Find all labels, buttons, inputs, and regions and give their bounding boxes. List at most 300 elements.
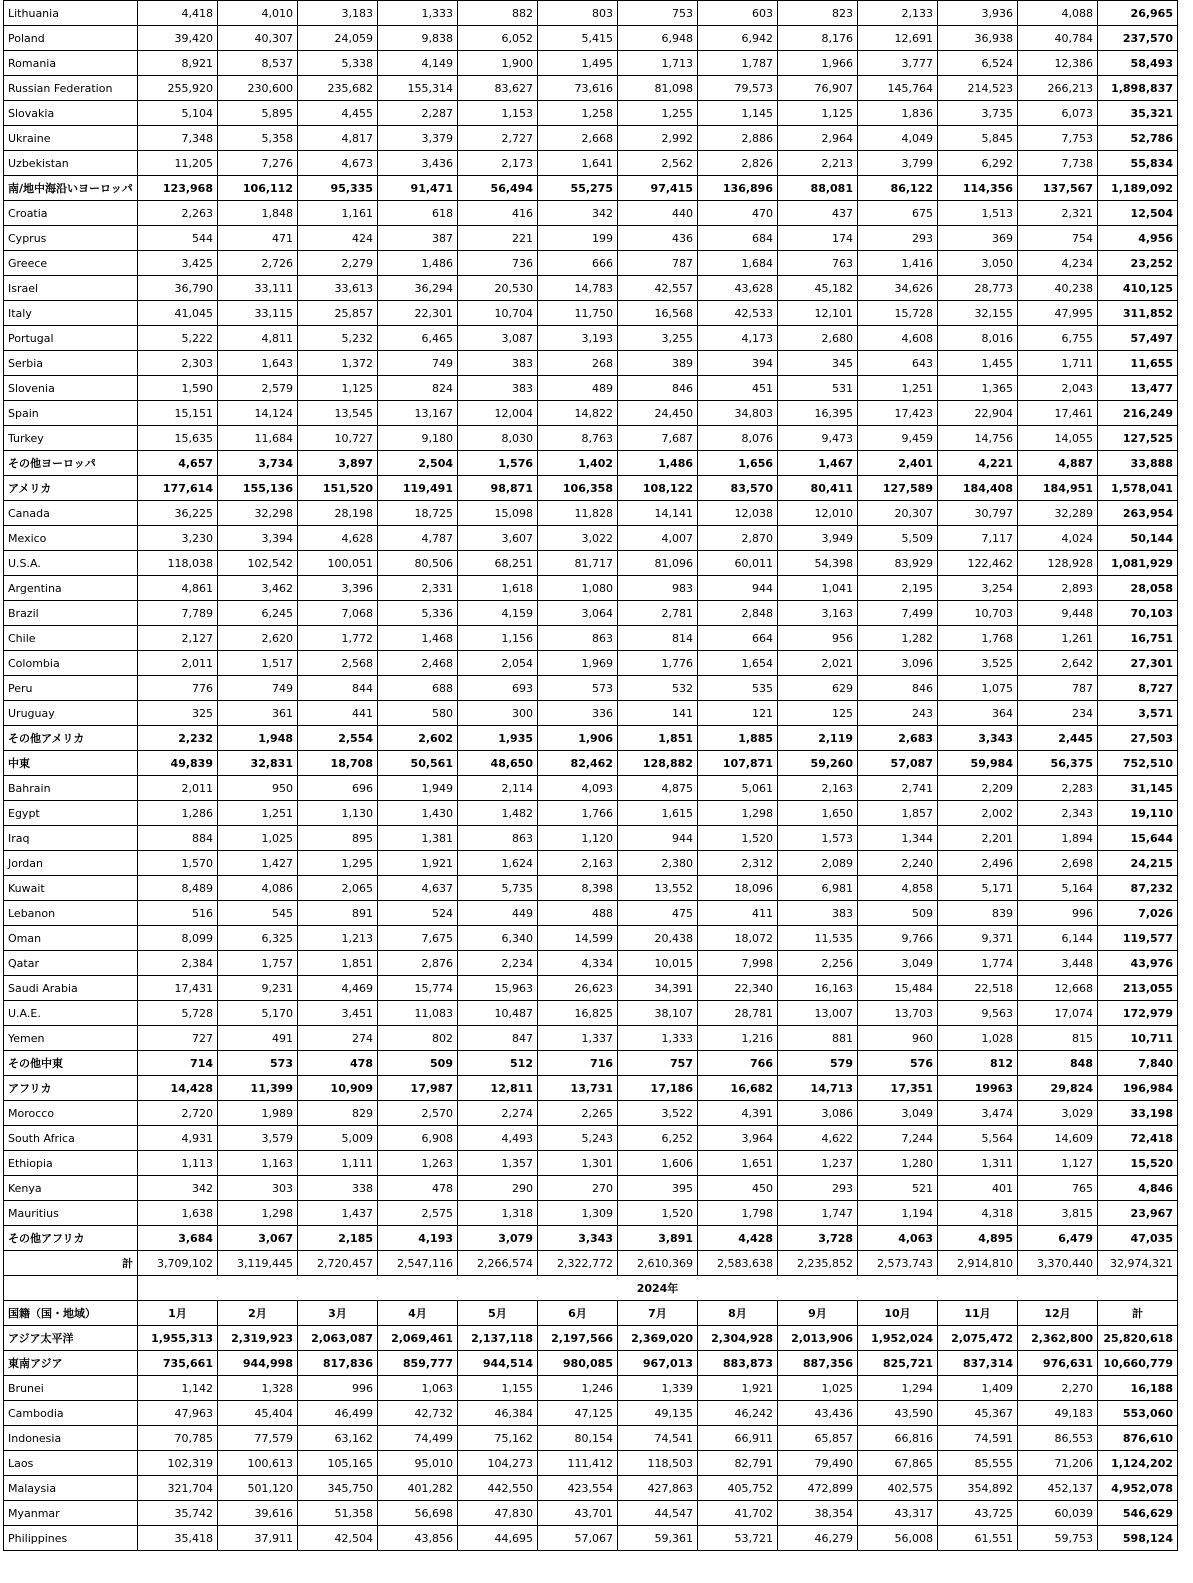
value-cell: 3,067: [218, 1226, 298, 1251]
value-cell: 1,989: [218, 1101, 298, 1126]
value-cell: 1,482: [458, 801, 538, 826]
value-cell: 80,506: [378, 551, 458, 576]
value-cell: 9,180: [378, 426, 458, 451]
value-cell: 2,781: [618, 601, 698, 626]
value-cell: 491: [218, 1026, 298, 1051]
row-total-cell: 213,055: [1098, 976, 1178, 1001]
value-cell: 34,803: [698, 401, 778, 426]
value-cell: 2,369,020: [618, 1326, 698, 1351]
table-row: [4, 576, 1178, 601]
value-cell: 4,086: [218, 876, 298, 901]
value-cell: 478: [298, 1051, 378, 1076]
value-cell: 2,287: [378, 101, 458, 126]
value-cell: 956: [778, 626, 858, 651]
table-row: [4, 1126, 1178, 1151]
row-label: U.S.A.: [4, 551, 138, 576]
value-cell: 1,615: [618, 801, 698, 826]
table-row: [4, 1376, 1178, 1401]
row-label: その他アメリカ: [4, 726, 138, 751]
value-cell: 3,343: [938, 726, 1018, 751]
value-cell: 2,992: [618, 126, 698, 151]
value-cell: 56,494: [458, 176, 538, 201]
table-row: [4, 1176, 1178, 1201]
value-cell: 266,213: [1018, 76, 1098, 101]
value-cell: 290: [458, 1176, 538, 1201]
value-cell: 10,909: [298, 1076, 378, 1101]
value-cell: 255,920: [138, 76, 218, 101]
grand-total-cell: 2,914,810: [938, 1251, 1018, 1276]
value-cell: 59,361: [618, 1526, 698, 1551]
value-cell: 3,777: [858, 51, 938, 76]
value-cell: 1,520: [618, 1201, 698, 1226]
value-cell: 1,486: [618, 451, 698, 476]
column-header: 1月: [138, 1301, 218, 1326]
value-cell: 5,338: [298, 51, 378, 76]
value-cell: 82,462: [538, 751, 618, 776]
value-cell: 1,263: [378, 1151, 458, 1176]
row-total-cell: 4,952,078: [1098, 1476, 1178, 1501]
value-cell: 7,738: [1018, 151, 1098, 176]
value-cell: 12,386: [1018, 51, 1098, 76]
value-cell: 1,684: [698, 251, 778, 276]
value-cell: 17,351: [858, 1076, 938, 1101]
value-cell: 51,358: [298, 1501, 378, 1526]
value-cell: 1,590: [138, 376, 218, 401]
value-cell: 12,010: [778, 501, 858, 526]
value-cell: 85,555: [938, 1451, 1018, 1476]
value-cell: 1,427: [218, 851, 298, 876]
value-cell: 544: [138, 226, 218, 251]
value-cell: 2,065: [298, 876, 378, 901]
value-cell: 1,153: [458, 101, 538, 126]
value-cell: 88,081: [778, 176, 858, 201]
value-cell: 1,155: [458, 1376, 538, 1401]
value-cell: 401: [938, 1176, 1018, 1201]
grand-total-cell: 2,573,743: [858, 1251, 938, 1276]
value-cell: 1,468: [378, 626, 458, 651]
value-cell: 18,725: [378, 501, 458, 526]
value-cell: 3,163: [778, 601, 858, 626]
value-cell: 2,163: [538, 851, 618, 876]
row-label: Kenya: [4, 1176, 138, 1201]
row-total-cell: 23,252: [1098, 251, 1178, 276]
value-cell: 2,380: [618, 851, 698, 876]
value-cell: 1,258: [538, 101, 618, 126]
value-cell: 882: [458, 1, 538, 26]
value-cell: 14,609: [1018, 1126, 1098, 1151]
column-header: 9月: [778, 1301, 858, 1326]
value-cell: 3,064: [538, 601, 618, 626]
table-row: [4, 976, 1178, 1001]
value-cell: 45,182: [778, 276, 858, 301]
row-label: Uruguay: [4, 701, 138, 726]
table-row: [4, 701, 1178, 726]
value-cell: 4,234: [1018, 251, 1098, 276]
value-cell: 766: [698, 1051, 778, 1076]
table-row: [4, 1026, 1178, 1051]
row-total-cell: 70,103: [1098, 601, 1178, 626]
value-cell: 603: [698, 1, 778, 26]
value-cell: 15,484: [858, 976, 938, 1001]
row-label: Kuwait: [4, 876, 138, 901]
value-cell: 618: [378, 201, 458, 226]
value-cell: 824: [378, 376, 458, 401]
value-cell: 4,673: [298, 151, 378, 176]
value-cell: 43,317: [858, 1501, 938, 1526]
value-cell: 5,009: [298, 1126, 378, 1151]
value-cell: 42,533: [698, 301, 778, 326]
value-cell: 68,251: [458, 551, 538, 576]
value-cell: 1,409: [938, 1376, 1018, 1401]
value-cell: 9,371: [938, 926, 1018, 951]
row-label: Chile: [4, 626, 138, 651]
value-cell: 83,570: [698, 476, 778, 501]
value-cell: 9,766: [858, 926, 938, 951]
value-cell: 2,274: [458, 1101, 538, 1126]
value-cell: 82,791: [698, 1451, 778, 1476]
value-cell: 2,893: [1018, 576, 1098, 601]
value-cell: 1,495: [538, 51, 618, 76]
row-total-cell: 28,058: [1098, 576, 1178, 601]
value-cell: 274: [298, 1026, 378, 1051]
value-cell: 43,590: [858, 1401, 938, 1426]
column-header: 12月: [1018, 1301, 1098, 1326]
value-cell: 3,230: [138, 526, 218, 551]
value-cell: 1,952,024: [858, 1326, 938, 1351]
table-row: [4, 151, 1178, 176]
row-total-cell: 25,820,618: [1098, 1326, 1178, 1351]
value-cell: 32,298: [218, 501, 298, 526]
value-cell: 17,186: [618, 1076, 698, 1101]
value-cell: 2,321: [1018, 201, 1098, 226]
value-cell: 6,908: [378, 1126, 458, 1151]
value-cell: 545: [218, 901, 298, 926]
value-cell: 5,358: [218, 126, 298, 151]
value-cell: 5,895: [218, 101, 298, 126]
table-row: [4, 526, 1178, 551]
value-cell: 49,183: [1018, 1401, 1098, 1426]
value-cell: 3,964: [698, 1126, 778, 1151]
value-cell: 846: [858, 676, 938, 701]
value-cell: 2,240: [858, 851, 938, 876]
table-row: [4, 101, 1178, 126]
value-cell: 3,183: [298, 1, 378, 26]
table-row: [4, 801, 1178, 826]
row-label: Russian Federation: [4, 76, 138, 101]
value-cell: 666: [538, 251, 618, 276]
value-cell: 1,111: [298, 1151, 378, 1176]
value-cell: 2,468: [378, 651, 458, 676]
table-row: [4, 176, 1178, 201]
column-header: 2月: [218, 1301, 298, 1326]
value-cell: 839: [938, 901, 1018, 926]
value-cell: 3,379: [378, 126, 458, 151]
value-cell: 127,589: [858, 476, 938, 501]
value-cell: 2,504: [378, 451, 458, 476]
value-cell: 74,591: [938, 1426, 1018, 1451]
value-cell: 2,698: [1018, 851, 1098, 876]
value-cell: 15,963: [458, 976, 538, 1001]
value-cell: 1,125: [778, 101, 858, 126]
value-cell: 983: [618, 576, 698, 601]
value-cell: 944,998: [218, 1351, 298, 1376]
value-cell: 1,787: [698, 51, 778, 76]
value-cell: 1,333: [378, 1, 458, 26]
value-cell: 342: [138, 1176, 218, 1201]
value-cell: 34,391: [618, 976, 698, 1001]
row-total-cell: 27,503: [1098, 726, 1178, 751]
value-cell: 86,553: [1018, 1426, 1098, 1451]
value-cell: 44,547: [618, 1501, 698, 1526]
value-cell: 12,101: [778, 301, 858, 326]
value-cell: 1,921: [378, 851, 458, 876]
value-cell: 3,728: [778, 1226, 858, 1251]
value-cell: 47,830: [458, 1501, 538, 1526]
value-cell: 28,781: [698, 1001, 778, 1026]
row-total-cell: 15,644: [1098, 826, 1178, 851]
value-cell: 345: [778, 351, 858, 376]
value-cell: 53,721: [698, 1526, 778, 1551]
grand-total-cell: 2,266,574: [458, 1251, 538, 1276]
value-cell: 39,616: [218, 1501, 298, 1526]
row-total-cell: 876,610: [1098, 1426, 1178, 1451]
value-cell: 423,554: [538, 1476, 618, 1501]
value-cell: 2,579: [218, 376, 298, 401]
value-cell: 174: [778, 226, 858, 251]
value-cell: 97,415: [618, 176, 698, 201]
value-cell: 5,728: [138, 1001, 218, 1026]
value-cell: 17,423: [858, 401, 938, 426]
row-total-cell: 31,145: [1098, 776, 1178, 801]
value-cell: 2,642: [1018, 651, 1098, 676]
value-cell: 1,145: [698, 101, 778, 126]
row-label: その他ヨーロッパ: [4, 451, 138, 476]
value-cell: 2,384: [138, 951, 218, 976]
value-cell: 7,117: [938, 526, 1018, 551]
value-cell: 3,734: [218, 451, 298, 476]
value-cell: 34,626: [858, 276, 938, 301]
table-row: [4, 251, 1178, 276]
value-cell: 111,412: [538, 1451, 618, 1476]
value-cell: 13,731: [538, 1076, 618, 1101]
value-cell: 6,755: [1018, 326, 1098, 351]
value-cell: 1,156: [458, 626, 538, 651]
value-cell: 1,576: [458, 451, 538, 476]
value-cell: 41,702: [698, 1501, 778, 1526]
value-cell: 1,125: [298, 376, 378, 401]
value-cell: 40,784: [1018, 26, 1098, 51]
value-cell: 2,568: [298, 651, 378, 676]
value-cell: 389: [618, 351, 698, 376]
column-header: 7月: [618, 1301, 698, 1326]
row-total-cell: 410,125: [1098, 276, 1178, 301]
value-cell: 104,273: [458, 1451, 538, 1476]
value-cell: 2,680: [778, 326, 858, 351]
value-cell: 2,575: [378, 1201, 458, 1226]
row-total-cell: 50,144: [1098, 526, 1178, 551]
value-cell: 16,825: [538, 1001, 618, 1026]
value-cell: 1,906: [538, 726, 618, 751]
value-cell: 1,298: [218, 1201, 298, 1226]
value-cell: 12,668: [1018, 976, 1098, 1001]
value-cell: 107,871: [698, 751, 778, 776]
table-row: [4, 501, 1178, 526]
value-cell: 1,774: [938, 951, 1018, 976]
value-cell: 43,725: [938, 1501, 1018, 1526]
value-cell: 2,886: [698, 126, 778, 151]
value-cell: 531: [778, 376, 858, 401]
value-cell: 28,198: [298, 501, 378, 526]
value-cell: 5,564: [938, 1126, 1018, 1151]
value-cell: 102,319: [138, 1451, 218, 1476]
value-cell: 43,628: [698, 276, 778, 301]
value-cell: 321,704: [138, 1476, 218, 1501]
value-cell: 2,119: [778, 726, 858, 751]
value-cell: 411: [698, 901, 778, 926]
value-cell: 369: [938, 226, 1018, 251]
value-cell: 817,836: [298, 1351, 378, 1376]
value-cell: 4,657: [138, 451, 218, 476]
row-total-cell: 11,655: [1098, 351, 1178, 376]
value-cell: 848: [1018, 1051, 1098, 1076]
value-cell: 441: [298, 701, 378, 726]
value-cell: 4,787: [378, 526, 458, 551]
value-cell: 234: [1018, 701, 1098, 726]
value-cell: 3,096: [858, 651, 938, 676]
table-row: [4, 76, 1178, 101]
table-row: [4, 301, 1178, 326]
value-cell: 47,963: [138, 1401, 218, 1426]
value-cell: 3,049: [858, 1101, 938, 1126]
value-cell: 5,232: [298, 326, 378, 351]
table-row: [4, 1401, 1178, 1426]
value-cell: 1,142: [138, 1376, 218, 1401]
value-cell: 1,261: [1018, 626, 1098, 651]
value-cell: 4,817: [298, 126, 378, 151]
row-total-cell: 52,786: [1098, 126, 1178, 151]
row-total-cell: 10,660,779: [1098, 1351, 1178, 1376]
value-cell: 33,613: [298, 276, 378, 301]
value-cell: 136,896: [698, 176, 778, 201]
row-label: U.A.E.: [4, 1001, 138, 1026]
row-label: Spain: [4, 401, 138, 426]
value-cell: 1,286: [138, 801, 218, 826]
value-cell: 2,554: [298, 726, 378, 751]
value-cell: 1,768: [938, 626, 1018, 651]
value-cell: 95,010: [378, 1451, 458, 1476]
row-label: Canada: [4, 501, 138, 526]
row-total-cell: 35,321: [1098, 101, 1178, 126]
value-cell: 45,404: [218, 1401, 298, 1426]
table-row: [4, 1001, 1178, 1026]
table-row: [4, 426, 1178, 451]
value-cell: 46,384: [458, 1401, 538, 1426]
value-cell: 6,245: [218, 601, 298, 626]
table-row: [4, 1451, 1178, 1476]
value-cell: 184,951: [1018, 476, 1098, 501]
value-cell: 32,831: [218, 751, 298, 776]
value-cell: 7,244: [858, 1126, 938, 1151]
value-cell: 4,428: [698, 1226, 778, 1251]
value-cell: 17,987: [378, 1076, 458, 1101]
value-cell: 13,703: [858, 1001, 938, 1026]
value-cell: 3,474: [938, 1101, 1018, 1126]
value-cell: 121: [698, 701, 778, 726]
value-cell: 1,711: [1018, 351, 1098, 376]
value-cell: 1,513: [938, 201, 1018, 226]
value-cell: 472,899: [778, 1476, 858, 1501]
value-cell: 416: [458, 201, 538, 226]
value-cell: 1,295: [298, 851, 378, 876]
value-cell: 12,811: [458, 1076, 538, 1101]
row-total-cell: 4,956: [1098, 226, 1178, 251]
row-total-cell: 263,954: [1098, 501, 1178, 526]
value-cell: 24,450: [618, 401, 698, 426]
value-cell: 3,936: [938, 1, 1018, 26]
value-cell: 6,325: [218, 926, 298, 951]
value-cell: 3,022: [538, 526, 618, 551]
value-cell: 863: [538, 626, 618, 651]
value-cell: 118,038: [138, 551, 218, 576]
value-cell: 14,428: [138, 1076, 218, 1101]
value-cell: 106,358: [538, 476, 618, 501]
column-header: 10月: [858, 1301, 938, 1326]
table-row: [4, 1351, 1178, 1376]
table-row: [4, 626, 1178, 651]
value-cell: 11,828: [538, 501, 618, 526]
value-cell: 11,535: [778, 926, 858, 951]
value-cell: 336: [538, 701, 618, 726]
value-cell: 60,011: [698, 551, 778, 576]
value-cell: 361: [218, 701, 298, 726]
value-cell: 1,641: [538, 151, 618, 176]
row-total-cell: 27,301: [1098, 651, 1178, 676]
row-label: アジア太平洋: [4, 1326, 138, 1351]
value-cell: 13,007: [778, 1001, 858, 1026]
value-cell: 128,882: [618, 751, 698, 776]
value-cell: 22,340: [698, 976, 778, 1001]
value-cell: 125: [778, 701, 858, 726]
value-cell: 944: [698, 576, 778, 601]
value-cell: 2,401: [858, 451, 938, 476]
value-cell: 141: [618, 701, 698, 726]
value-cell: 2,185: [298, 1226, 378, 1251]
value-cell: 57,087: [858, 751, 938, 776]
row-label: South Africa: [4, 1126, 138, 1151]
row-label: Philippines: [4, 1526, 138, 1551]
value-cell: 364: [938, 701, 1018, 726]
value-cell: 2,602: [378, 726, 458, 751]
value-cell: 883,873: [698, 1351, 778, 1376]
row-total-cell: 43,976: [1098, 951, 1178, 976]
year-row-blank: [4, 1276, 138, 1301]
value-cell: 1,624: [458, 851, 538, 876]
value-cell: 33,115: [218, 301, 298, 326]
row-total-cell: 13,477: [1098, 376, 1178, 401]
value-cell: 6,252: [618, 1126, 698, 1151]
row-label: Greece: [4, 251, 138, 276]
value-cell: 765: [1018, 1176, 1098, 1201]
table-row: [4, 776, 1178, 801]
value-cell: 122,462: [938, 551, 1018, 576]
table-row: [4, 751, 1178, 776]
row-label: Serbia: [4, 351, 138, 376]
value-cell: 81,096: [618, 551, 698, 576]
row-label: Lithuania: [4, 1, 138, 26]
value-cell: 1,318: [458, 1201, 538, 1226]
value-cell: 863: [458, 826, 538, 851]
value-cell: 46,499: [298, 1401, 378, 1426]
